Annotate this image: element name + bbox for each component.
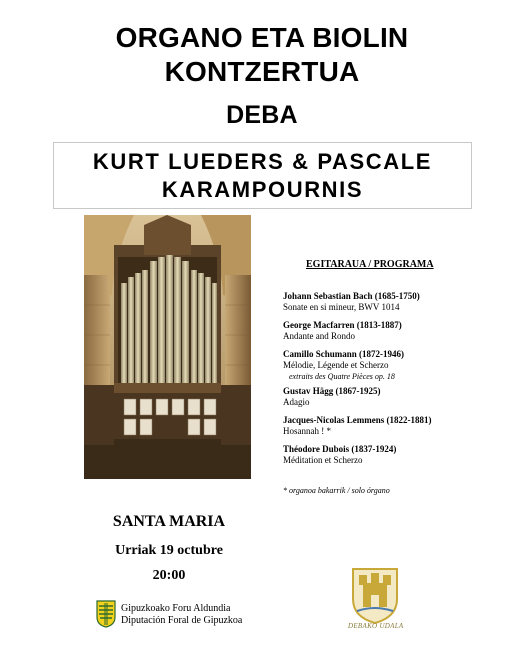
program-item (283, 415, 431, 437)
work-title: Adagio (283, 397, 310, 407)
work-title: Mélodie, Légende et Scherzo (283, 360, 389, 370)
composer-name: George Macfarren (1813-1887) (283, 320, 402, 330)
sponsor-spanish: Diputación Foral de Gipuzkoa (121, 615, 243, 626)
concert-date: Urriak 19 octubre (115, 543, 223, 558)
solo-organ-footnote: * organoa bakarrik / solo órgano (283, 486, 390, 495)
program-item (283, 349, 404, 382)
composer-name: Jacques-Nicolas Lemmens (1822-1881) (283, 415, 432, 425)
work-title: Sonate en si mineur, BWV 1014 (283, 302, 400, 312)
work-extra: extraits des Quatre Pièces op. 18 (289, 372, 395, 381)
performers-line1: KURT LUEDERS & PASCALE (92, 149, 433, 174)
town-logo-caption: DEBAKO UDALA (348, 622, 404, 630)
concert-title-line1: ORGANO ETA BIOLIN (115, 22, 409, 53)
concert-title-line2: KONTZERTUA (164, 56, 360, 87)
sponsor-basque: Gipuzkoako Foru Aldundia (121, 603, 231, 614)
organ-illustration (84, 215, 251, 479)
composer-name: Camillo Schumann (1872-1946) (283, 349, 405, 359)
gipuzkoa-shield-icon (96, 600, 116, 628)
town-name: DEBA (226, 101, 298, 129)
composer-name: Johann Sebastian Bach (1685-1750) (283, 291, 420, 301)
program-item (283, 386, 381, 408)
composer-name: Théodore Dubois (1837-1924) (283, 444, 397, 454)
organ-photo (84, 215, 251, 479)
concert-time: 20:00 (152, 568, 186, 583)
performers-box (53, 142, 472, 209)
sponsor-text (121, 603, 242, 627)
work-title: Andante and Rondo (283, 331, 355, 341)
program-item (283, 444, 396, 466)
work-title: Hosannah ! * (283, 426, 331, 436)
program-heading: EGITARAUA / PROGRAMA (306, 259, 434, 270)
deba-coat-of-arms-icon (345, 565, 405, 625)
work-title: Méditation et Scherzo (283, 455, 363, 465)
performers-line2: KARAMPOURNIS (161, 177, 364, 202)
program-item (283, 320, 402, 342)
composer-name: Gustav Hägg (1867-1925) (283, 386, 381, 396)
program-item (283, 291, 420, 313)
venue-name: SANTA MARIA (112, 513, 226, 530)
